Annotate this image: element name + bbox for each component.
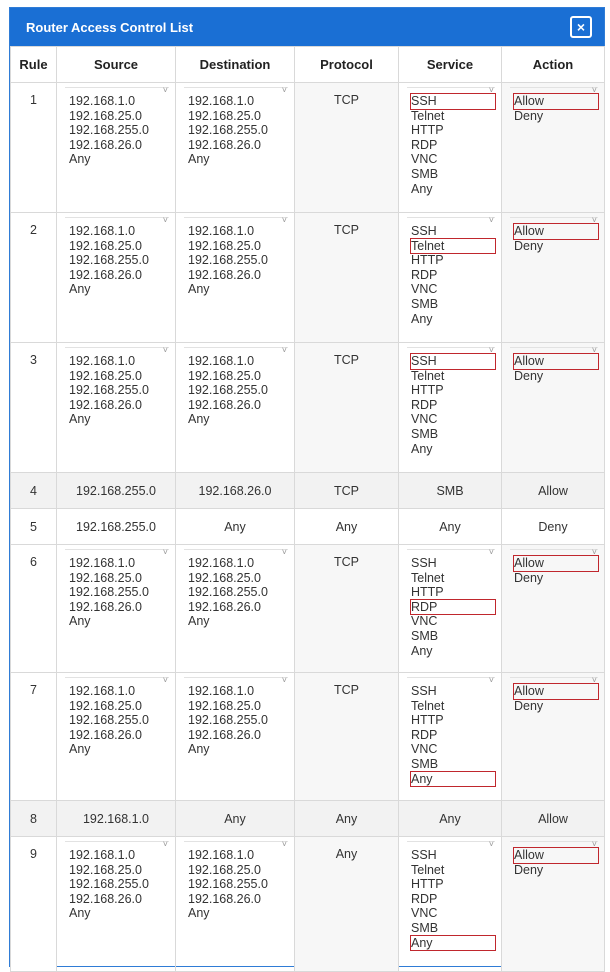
list-option[interactable]: Telnet [411,239,495,254]
destination-listbox[interactable] [184,677,288,757]
list-option[interactable]: 192.168.255.0 [69,253,149,268]
chevron-down-icon[interactable]: ˅ [281,547,287,557]
list-option[interactable]: SMB [411,756,439,771]
header-destination: Destination [176,47,295,83]
rule-number: 9 [11,837,57,972]
action-cell [502,673,605,801]
list-option[interactable]: 192.168.1.0 [188,848,255,862]
action-listbox[interactable] [510,841,598,877]
protocol-value: Any [295,509,399,545]
source-cell [57,545,176,673]
header-row [11,47,605,83]
list-option[interactable]: SSH [411,94,495,109]
chevron-down-icon[interactable]: ˅ [488,215,494,225]
service-cell [399,343,502,473]
list-option[interactable]: VNC [411,742,438,757]
protocol-value: TCP [295,83,399,213]
chevron-down-icon[interactable]: ˅ [162,345,168,355]
source-cell [57,837,176,972]
header-service: Service [399,47,502,83]
list-option[interactable]: SSH [411,556,437,570]
source-value: 192.168.255.0 [57,473,176,509]
table-row [11,673,605,801]
table-row [11,343,605,473]
service-value: Any [399,801,502,837]
protocol-value: TCP [295,473,399,509]
list-option[interactable]: Allow [514,94,598,109]
service-listbox[interactable] [407,841,495,950]
list-option[interactable]: 192.168.255.0 [69,383,149,398]
destination-cell [176,213,295,343]
source-listbox[interactable] [65,841,169,921]
list-option[interactable]: 192.168.26.0 [188,599,261,614]
title-bar [10,8,604,46]
list-option[interactable]: 192.168.26.0 [188,891,261,906]
header-action: Action [502,47,605,83]
chevron-down-icon[interactable]: ˅ [162,85,168,95]
chevron-down-icon[interactable]: ˅ [281,675,287,685]
rule-number: 4 [11,473,57,509]
list-option[interactable]: RDP [411,891,438,906]
list-option[interactable]: Any [69,152,91,167]
list-option[interactable]: 192.168.1.0 [188,684,255,698]
action-value: Deny [502,509,605,545]
destination-listbox[interactable] [184,217,288,297]
list-option[interactable]: Any [69,742,91,757]
list-option[interactable]: 192.168.1.0 [69,684,136,698]
list-option[interactable]: 192.168.255.0 [69,123,149,138]
table-row [11,801,605,837]
header-source: Source [57,47,176,83]
list-option[interactable]: Telnet [411,368,445,383]
source-value: 192.168.255.0 [57,509,176,545]
list-option[interactable]: 192.168.26.0 [69,727,142,742]
protocol-value: Any [295,837,399,972]
list-option[interactable]: 192.168.26.0 [69,599,142,614]
list-option[interactable]: 192.168.255.0 [69,585,149,600]
list-option[interactable]: 192.168.25.0 [188,368,261,383]
list-option[interactable]: Allow [514,684,598,699]
list-option[interactable]: Telnet [411,108,445,123]
list-option[interactable]: 192.168.26.0 [188,267,261,282]
destination-value: 192.168.26.0 [176,473,295,509]
list-option[interactable]: Any [411,181,433,196]
list-option[interactable]: VNC [411,906,438,921]
chevron-down-icon[interactable]: ˅ [281,215,287,225]
list-option[interactable]: SMB [411,166,439,181]
service-listbox[interactable] [407,87,495,196]
source-cell [57,343,176,473]
list-option[interactable]: HTTP [411,713,444,728]
list-option[interactable]: VNC [411,282,438,297]
table-row [11,213,605,343]
chevron-down-icon[interactable]: ˅ [281,839,287,849]
acl-window [9,7,605,967]
destination-listbox[interactable] [184,841,288,921]
service-value: Any [399,509,502,545]
table-row [11,837,605,972]
action-cell [502,213,605,343]
list-option[interactable]: Telnet [411,862,445,877]
source-value: 192.168.1.0 [57,801,176,837]
list-option[interactable]: SSH [411,684,437,698]
list-option[interactable]: 192.168.25.0 [69,698,142,713]
list-option[interactable]: Telnet [411,570,445,585]
action-listbox[interactable] [510,87,598,123]
list-option[interactable]: 192.168.26.0 [69,137,142,152]
list-option[interactable]: Deny [514,238,544,253]
service-listbox[interactable] [407,549,495,658]
destination-cell [176,545,295,673]
list-option[interactable]: Any [188,614,210,629]
chevron-down-icon[interactable]: ˅ [162,675,168,685]
list-option[interactable]: Any [411,311,433,326]
list-option[interactable]: Deny [514,862,544,877]
list-option[interactable]: Allow [514,354,598,369]
destination-listbox[interactable] [184,87,288,167]
chevron-down-icon[interactable]: ˅ [591,85,597,95]
destination-value: Any [176,509,295,545]
service-listbox[interactable] [407,677,495,786]
list-option[interactable]: Any [69,412,91,427]
chevron-down-icon[interactable]: ˅ [162,215,168,225]
list-option[interactable]: Any [69,906,91,921]
list-option[interactable]: Any [69,282,91,297]
list-option[interactable]: VNC [411,614,438,629]
list-option[interactable]: 192.168.255.0 [69,713,149,728]
source-cell [57,83,176,213]
chevron-down-icon[interactable]: ˅ [488,85,494,95]
source-listbox[interactable] [65,677,169,757]
list-option[interactable]: 192.168.1.0 [69,94,136,108]
table-row [11,83,605,213]
list-option[interactable]: 192.168.25.0 [188,238,261,253]
list-option[interactable]: 192.168.26.0 [188,397,261,412]
source-cell [57,673,176,801]
list-option[interactable]: SMB [411,628,439,643]
destination-cell [176,343,295,473]
table-row [11,473,605,509]
list-option[interactable]: 192.168.255.0 [188,713,268,728]
list-option[interactable]: Allow [514,556,598,571]
action-value: Allow [502,473,605,509]
chevron-down-icon[interactable]: ˅ [488,839,494,849]
list-option[interactable]: 192.168.25.0 [69,238,142,253]
list-option[interactable]: HTTP [411,383,444,398]
list-option[interactable]: VNC [411,412,438,427]
acl-table [10,46,605,972]
table-row [11,545,605,673]
protocol-value: TCP [295,213,399,343]
action-value: Allow [502,801,605,837]
destination-cell [176,83,295,213]
list-option[interactable]: Any [411,643,433,658]
chevron-down-icon[interactable]: ˅ [591,675,597,685]
list-option[interactable]: 192.168.25.0 [69,862,142,877]
source-listbox[interactable] [65,87,169,167]
header-rule: Rule [11,47,57,83]
rule-number: 5 [11,509,57,545]
list-option[interactable]: Any [188,152,210,167]
chevron-down-icon[interactable]: ˅ [591,215,597,225]
list-option[interactable]: 192.168.255.0 [188,383,268,398]
list-option[interactable]: Deny [514,570,544,585]
list-option[interactable]: HTTP [411,585,444,600]
list-option[interactable]: 192.168.1.0 [69,224,136,238]
list-option[interactable]: Telnet [411,698,445,713]
list-option[interactable]: 192.168.26.0 [69,397,142,412]
list-option[interactable]: SMB [411,920,439,935]
table-row [11,509,605,545]
list-option[interactable]: Any [188,282,210,297]
list-option[interactable]: SMB [411,296,439,311]
list-option[interactable]: 192.168.1.0 [69,354,136,368]
service-cell [399,83,502,213]
list-option[interactable]: 192.168.1.0 [188,224,255,238]
list-option[interactable]: 192.168.1.0 [188,556,255,570]
list-option[interactable]: Allow [514,224,598,239]
chevron-down-icon[interactable]: ˅ [488,345,494,355]
action-cell [502,545,605,673]
list-option[interactable]: RDP [411,727,438,742]
list-option[interactable]: SSH [411,848,437,862]
source-listbox[interactable] [65,217,169,297]
list-option[interactable]: Any [411,772,495,787]
list-option[interactable]: 192.168.25.0 [69,570,142,585]
list-option[interactable]: HTTP [411,123,444,138]
list-option[interactable]: HTTP [411,877,444,892]
service-cell [399,673,502,801]
list-option[interactable]: Any [188,412,210,427]
action-cell [502,837,605,972]
action-listbox[interactable] [510,217,598,253]
list-option[interactable]: HTTP [411,253,444,268]
service-cell [399,213,502,343]
list-option[interactable]: RDP [411,397,438,412]
list-option[interactable]: Deny [514,108,544,123]
action-listbox[interactable] [510,549,598,585]
list-option[interactable]: SSH [411,354,495,369]
destination-cell [176,837,295,972]
service-cell [399,837,502,972]
list-option[interactable]: Any [188,742,210,757]
destination-value: Any [176,801,295,837]
service-listbox[interactable] [407,217,495,326]
action-listbox[interactable] [510,677,598,713]
list-option[interactable]: RDP [411,267,438,282]
list-option[interactable]: SSH [411,224,437,238]
list-option[interactable]: Deny [514,698,544,713]
list-option[interactable]: SMB [411,426,439,441]
header-protocol: Protocol [295,47,399,83]
source-listbox[interactable] [65,347,169,427]
rule-number: 8 [11,801,57,837]
protocol-value: TCP [295,343,399,473]
chevron-down-icon[interactable]: ˅ [488,547,494,557]
list-option[interactable]: 192.168.255.0 [188,585,268,600]
chevron-down-icon[interactable]: ˅ [591,839,597,849]
list-option[interactable]: 192.168.255.0 [188,877,268,892]
protocol-value: TCP [295,545,399,673]
window-title: Router Access Control List [26,19,194,35]
protocol-value: TCP [295,673,399,801]
chevron-down-icon[interactable]: ˅ [281,85,287,95]
source-cell [57,213,176,343]
list-option[interactable]: 192.168.255.0 [188,123,268,138]
service-listbox[interactable] [407,347,495,456]
list-option[interactable]: Any [188,906,210,921]
destination-listbox[interactable] [184,347,288,427]
chevron-down-icon[interactable]: ˅ [591,345,597,355]
list-option[interactable]: Allow [514,848,598,863]
list-option[interactable]: 192.168.26.0 [188,137,261,152]
chevron-down-icon[interactable]: ˅ [162,839,168,849]
destination-listbox[interactable] [184,549,288,629]
list-option[interactable]: VNC [411,152,438,167]
list-option[interactable]: 192.168.26.0 [69,267,142,282]
list-option[interactable]: Any [411,936,495,951]
rule-number: 3 [11,343,57,473]
destination-cell [176,673,295,801]
action-listbox[interactable] [510,347,598,383]
list-option[interactable]: 192.168.25.0 [188,862,261,877]
list-option[interactable]: 192.168.25.0 [188,698,261,713]
list-option[interactable]: 192.168.255.0 [188,253,268,268]
list-option[interactable]: Any [69,614,91,629]
rule-number: 6 [11,545,57,673]
list-option[interactable]: 192.168.255.0 [69,877,149,892]
service-value: SMB [399,473,502,509]
list-option[interactable]: RDP [411,137,438,152]
action-cell [502,83,605,213]
list-option[interactable]: 192.168.26.0 [69,891,142,906]
list-option[interactable]: 192.168.1.0 [188,94,255,108]
chevron-down-icon[interactable]: ˅ [488,675,494,685]
source-listbox[interactable] [65,549,169,629]
list-option[interactable]: 192.168.25.0 [188,570,261,585]
chevron-down-icon[interactable]: ˅ [162,547,168,557]
list-option[interactable]: RDP [411,600,495,615]
action-cell [502,343,605,473]
chevron-down-icon[interactable]: ˅ [591,547,597,557]
service-cell [399,545,502,673]
rule-number: 1 [11,83,57,213]
list-option[interactable]: 192.168.1.0 [69,848,136,862]
list-option[interactable]: Deny [514,368,544,383]
list-option[interactable]: 192.168.26.0 [188,727,261,742]
list-option[interactable]: 192.168.25.0 [69,108,142,123]
rule-number: 7 [11,673,57,801]
list-option[interactable]: 192.168.1.0 [69,556,136,570]
list-option[interactable]: 192.168.25.0 [69,368,142,383]
close-button[interactable]: × [570,16,592,38]
protocol-value: Any [295,801,399,837]
list-option[interactable]: 192.168.25.0 [188,108,261,123]
rule-number: 2 [11,213,57,343]
chevron-down-icon[interactable]: ˅ [281,345,287,355]
list-option[interactable]: 192.168.1.0 [188,354,255,368]
list-option[interactable]: Any [411,441,433,456]
